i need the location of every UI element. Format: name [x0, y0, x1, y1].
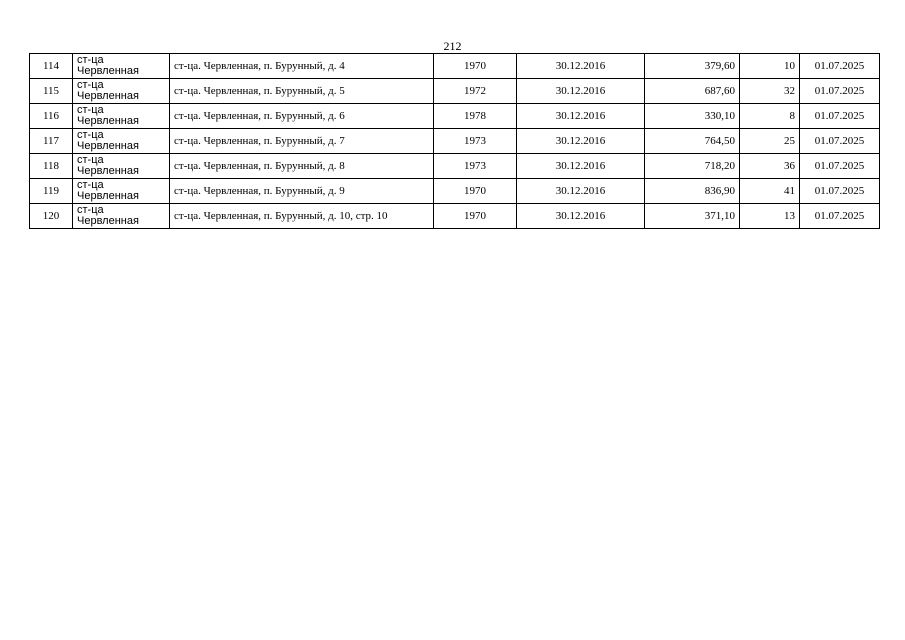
area-cell: 379,60 [645, 54, 740, 79]
table-row [30, 104, 880, 129]
table-row [30, 129, 880, 154]
settlement-cell [73, 54, 170, 79]
settlement-type: ст-ца [77, 204, 104, 216]
area-cell: 687,60 [645, 79, 740, 104]
date-cell: 30.12.2016 [517, 54, 645, 79]
deadline-cell: 01.07.2025 [800, 154, 880, 179]
date-cell: 30.12.2016 [517, 129, 645, 154]
settlement-name: Червленная [77, 215, 139, 227]
area-cell: 718,20 [645, 154, 740, 179]
housing-registry-table [29, 53, 880, 229]
deadline-cell: 01.07.2025 [800, 54, 880, 79]
deadline-cell: 01.07.2025 [800, 79, 880, 104]
year-cell: 1973 [434, 154, 517, 179]
settlement-name: Червленная [77, 115, 139, 127]
settlement-type: ст-ца [77, 54, 104, 66]
area-cell: 836,90 [645, 179, 740, 204]
address-cell: ст-ца. Червленная, п. Бурунный, д. 7 [170, 129, 434, 154]
settlement-name: Червленная [77, 190, 139, 202]
area-cell: 371,10 [645, 204, 740, 229]
count-cell: 10 [740, 54, 800, 79]
year-cell: 1970 [434, 204, 517, 229]
count-cell: 8 [740, 104, 800, 129]
count-cell: 13 [740, 204, 800, 229]
settlement-cell [73, 179, 170, 204]
settlement-name: Червленная [77, 90, 139, 102]
year-cell: 1978 [434, 104, 517, 129]
address-cell: ст-ца. Червленная, п. Бурунный, д. 5 [170, 79, 434, 104]
address-cell: ст-ца. Червленная, п. Бурунный, д. 9 [170, 179, 434, 204]
settlement-cell [73, 129, 170, 154]
date-cell: 30.12.2016 [517, 104, 645, 129]
settlement-cell [73, 79, 170, 104]
settlement-type: ст-ца [77, 154, 104, 166]
count-cell: 36 [740, 154, 800, 179]
settlement-type: ст-ца [77, 104, 104, 116]
deadline-cell: 01.07.2025 [800, 129, 880, 154]
year-cell: 1972 [434, 79, 517, 104]
count-cell: 25 [740, 129, 800, 154]
table-row [30, 204, 880, 229]
page-number: 212 [443, 39, 462, 53]
row-number: 117 [30, 129, 73, 154]
table-row [30, 154, 880, 179]
settlement-cell [73, 204, 170, 229]
deadline-cell: 01.07.2025 [800, 204, 880, 229]
row-number: 120 [30, 204, 73, 229]
row-number: 114 [30, 54, 73, 79]
date-cell: 30.12.2016 [517, 154, 645, 179]
year-cell: 1970 [434, 54, 517, 79]
table-row [30, 179, 880, 204]
settlement-type: ст-ца [77, 79, 104, 91]
settlement-name: Червленная [77, 165, 139, 177]
deadline-cell: 01.07.2025 [800, 179, 880, 204]
table-row [30, 79, 880, 104]
count-cell: 41 [740, 179, 800, 204]
deadline-cell: 01.07.2025 [800, 104, 880, 129]
area-cell: 764,50 [645, 129, 740, 154]
date-cell: 30.12.2016 [517, 204, 645, 229]
row-number: 115 [30, 79, 73, 104]
settlement-type: ст-ца [77, 129, 104, 141]
year-cell: 1970 [434, 179, 517, 204]
settlement-cell [73, 104, 170, 129]
table-row [30, 54, 880, 79]
row-number: 118 [30, 154, 73, 179]
row-number: 116 [30, 104, 73, 129]
address-cell: ст-ца. Червленная, п. Бурунный, д. 6 [170, 104, 434, 129]
address-cell: ст-ца. Червленная, п. Бурунный, д. 8 [170, 154, 434, 179]
area-cell: 330,10 [645, 104, 740, 129]
date-cell: 30.12.2016 [517, 179, 645, 204]
settlement-type: ст-ца [77, 179, 104, 191]
count-cell: 32 [740, 79, 800, 104]
address-cell: ст-ца. Червленная, п. Бурунный, д. 4 [170, 54, 434, 79]
address-cell: ст-ца. Червленная, п. Бурунный, д. 10, стр. 10 [170, 204, 434, 229]
settlement-cell [73, 154, 170, 179]
year-cell: 1973 [434, 129, 517, 154]
row-number: 119 [30, 179, 73, 204]
settlement-name: Червленная [77, 65, 139, 77]
date-cell: 30.12.2016 [517, 79, 645, 104]
settlement-name: Червленная [77, 140, 139, 152]
